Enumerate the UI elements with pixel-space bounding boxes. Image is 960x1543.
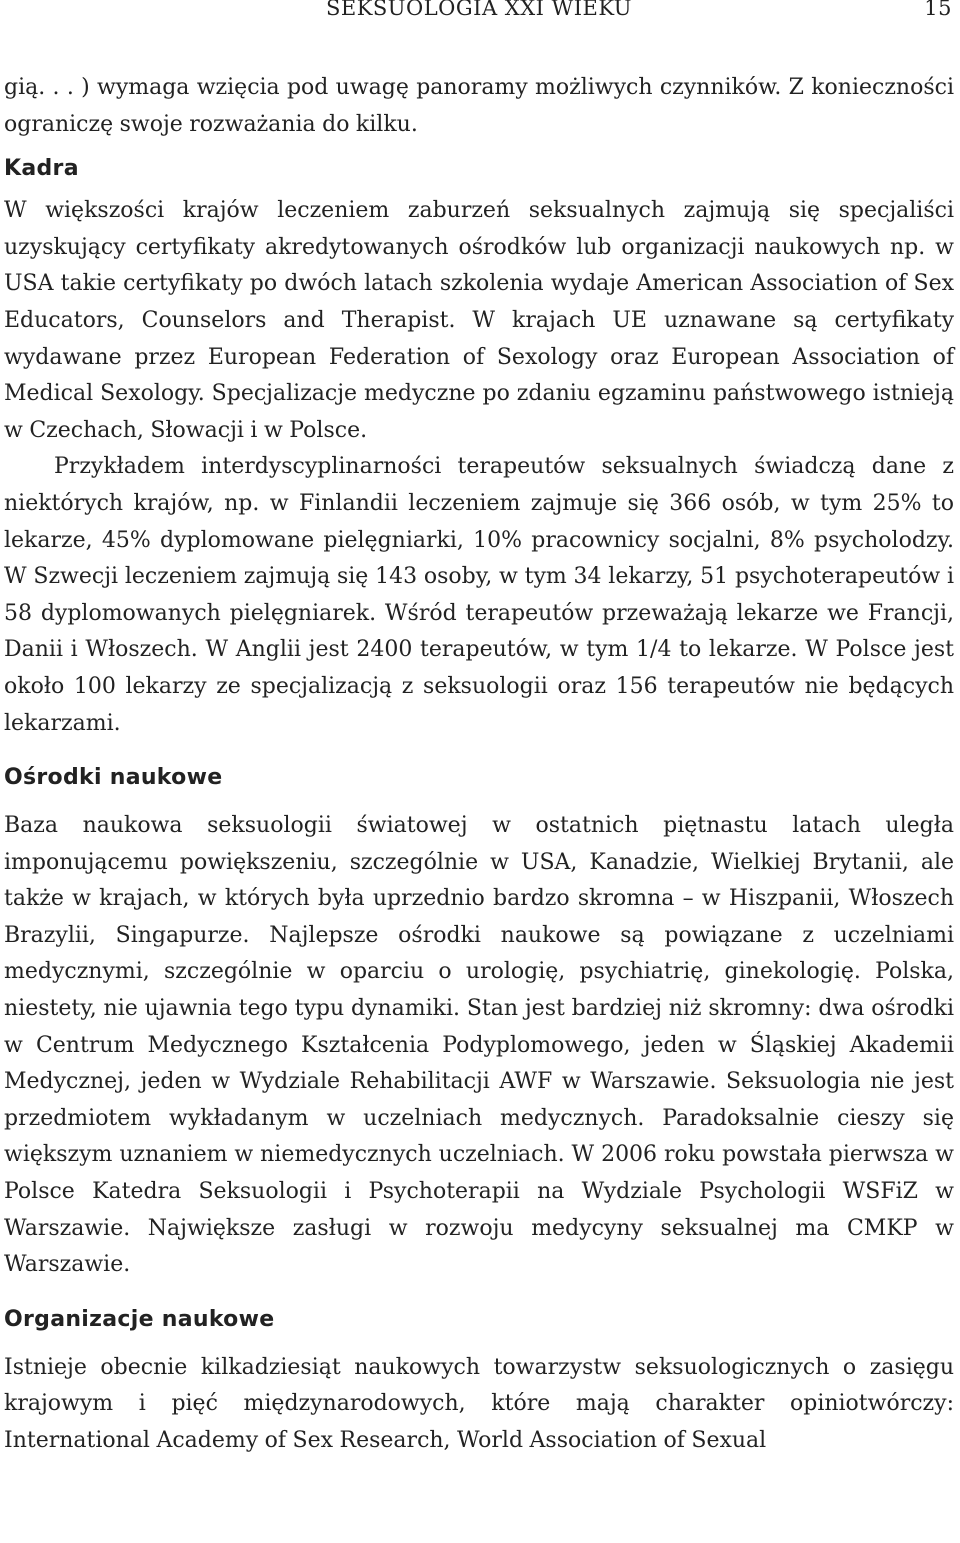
- section-heading-organizacje-naukowe: Organizacje naukowe: [4, 1306, 275, 1332]
- organizacje-paragraph-1: Istnieje obecnie kilkadziesiąt naukowych towarzystw seksuologicznych o zasięgu krajowym i pięć międzynarodowych, które mają charakter opiniotwórczy: International Academy of Sex Research, World Association of Sexual: [4, 1354, 954, 1453]
- page-body: [4, 70, 954, 1460]
- osrodki-paragraph-1: Baza naukowa seksuologii światowej w ostatnich piętnastu latach uległa imponującemu powiększeniu, szczególnie w USA, Kanadzie, Wielkiej Brytanii, ale także w krajach, w których była uprzednio bardzo skromna – w Hiszpanii, Włoszech Brazylii, Singapurze. Najlepsze ośrodki naukowe są powiązane z uczelniami medycznymi, szczególnie w oparciu o urologię, psychiatrię, ginekologię. Polska, niestety, nie ujawnia tego typu dynamiki. Stan jest bardziej niż skromny: dwa ośrodki w Centrum Medycznego Kształcenia Podyplomowego, jeden w Śląskiej Akademii Medycznej, jeden w Wydziale Rehabilitacji AWF w Warszawie. Seksuologia nie jest przedmiotem wykładanym w uczelniach medycznych. Paradoksalnie cieszy się większym uznaniem w niemedycznych uczelniach. W 2006 roku powstała pierwsza w Polsce Katedra Seksuologii i Psychoterapii na Wydziale Psychologii WSFiZ w Warszawie. Największe zasługi w rozwoju medycyny seksualnej ma CMKP w Warszawie.: [4, 813, 954, 1278]
- page-number: 15: [924, 0, 952, 20]
- running-title: SEKSUOLOGIA XXI WIEKU: [326, 0, 632, 20]
- kadra-paragraph-1: W większości krajów leczeniem zaburzeń seksualnych zajmują się specjaliści uzyskujący certyfikaty akredytowanych ośrodków lub organizacji naukowych np. w USA takie certyfikaty po dwóch latach szkolenia wydaje American Association of Sex Educators, Counselors and Therapist. W krajach UE uznawane są certyfikaty wydawane przez European Federation of Sexology oraz European Association of Medical Sexology. Specjalizacje medyczne po zdaniu egzaminu państwowego istnieją w Czechach, Słowacji i w Polsce.: [4, 198, 954, 443]
- running-header: [4, 0, 954, 25]
- section-heading-kadra: Kadra: [4, 156, 79, 182]
- section-heading-osrodki-naukowe: Ośrodki naukowe: [4, 765, 223, 791]
- kadra-paragraph-2: Przykładem interdyscyplinarności terapeutów seksualnych świadczą dane z niektórych krajów, np. w Finlandii leczeniem zajmuje się 366 osób, w tym 25% to lekarze, 45% dyplomowane pielęgniarki, 10% pracownicy socjalni, 8% psycholodzy. W Szwecji leczeniem zajmują się 143 osoby, w tym 34 lekarzy, 51 psychoterapeutów i 58 dyplomowanych pielęgniarek. Wśród terapeutów przeważają lekarze we Francji, Danii i Włoszech. W Anglii jest 2400 terapeutów, w tym 1/4 to lekarze. W Polsce jest około 100 lekarzy ze specjalizacją z seksuologii oraz 156 terapeutów nie będących lekarzami.: [4, 454, 954, 736]
- document-page: [4, 0, 954, 1453]
- intro-paragraph: gią. . . ) wymaga wzięcia pod uwagę panoramy możliwych czynników. Z konieczności ograniczę swoje rozważania do kilku.: [4, 75, 954, 137]
